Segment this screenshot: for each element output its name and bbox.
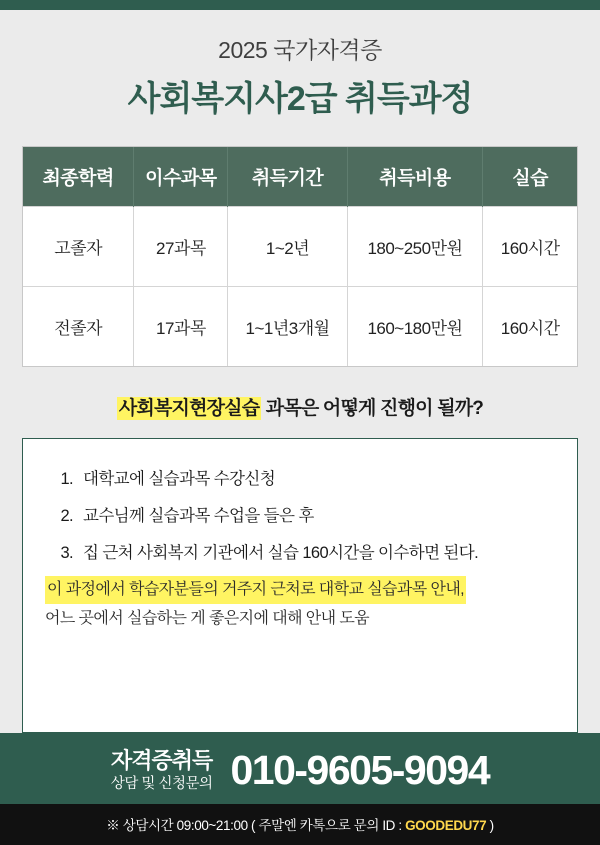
- table-cell: 고졸자: [23, 207, 134, 287]
- contact-footer: [0, 733, 600, 804]
- table-cell: 160시간: [483, 207, 577, 287]
- table-header-row: [23, 147, 577, 207]
- table-cell: 27과목: [134, 207, 228, 287]
- note-line-1: 이 과정에서 학습자분들의 거주지 근처로 대학교 실습과목 안내,: [45, 576, 466, 604]
- question-highlight: 사회복지현장실습: [118, 398, 260, 419]
- table-header-cell: 실습: [483, 147, 577, 207]
- table-cell: 160~180만원: [347, 287, 483, 367]
- kakao-id: GOODEDU77: [405, 818, 487, 833]
- hours-bar: [0, 804, 600, 845]
- header-year-line: 2025 국가자격증: [218, 37, 382, 63]
- question-rest: 과목은 어떻게 진행이 될까?: [261, 398, 484, 419]
- footer-left-block: [111, 748, 213, 793]
- hours-suffix: ): [486, 818, 494, 833]
- note-block: [45, 576, 555, 633]
- table-cell: 160시간: [483, 287, 577, 367]
- poster-header: [0, 10, 600, 138]
- table-row: [23, 287, 577, 367]
- table-row: [23, 207, 577, 287]
- table-cell: 1~1년3개월: [228, 287, 347, 367]
- list-item: 3. 집 근처 사회복지 기관에서 실습 160시간을 이수하면 된다.: [77, 539, 555, 563]
- table-header-cell: 최종학력: [23, 147, 134, 207]
- table-header-cell: 취득비용: [347, 147, 483, 207]
- note-line-2: 어느 곳에서 실습하는 게 좋은지에 대해 안내 도움: [45, 610, 370, 628]
- table-cell: 1~2년: [228, 207, 347, 287]
- list-item: 2. 교수님께 실습과목 수업을 들은 후: [77, 502, 555, 526]
- table-cell: 전졸자: [23, 287, 134, 367]
- top-accent-bar: [0, 0, 600, 10]
- table-cell: 180~250만원: [347, 207, 483, 287]
- footer-consult-label: 상담 및 신청문의: [110, 776, 213, 793]
- table-header-cell: 이수과목: [134, 147, 228, 207]
- spec-table: [23, 147, 577, 366]
- footer-cert-label: 자격증취득: [111, 748, 213, 774]
- page-title: 사회복지사2급 취득과정: [127, 80, 473, 118]
- steps-list: [63, 465, 555, 563]
- question-text: [117, 397, 483, 420]
- hours-prefix: ※ 상담시간 09:00~21:00 ( 주말엔 카톡으로 문의 ID :: [106, 818, 406, 833]
- list-item: 1. 대학교에 실습과목 수강신청: [77, 465, 555, 489]
- phone-number[interactable]: 010-9605-9094: [230, 747, 490, 793]
- table-cell: 17과목: [134, 287, 228, 367]
- spec-table-container: [22, 146, 578, 367]
- steps-box: [22, 438, 578, 733]
- question-section: [0, 393, 600, 420]
- table-header-cell: 취득기간: [228, 147, 347, 207]
